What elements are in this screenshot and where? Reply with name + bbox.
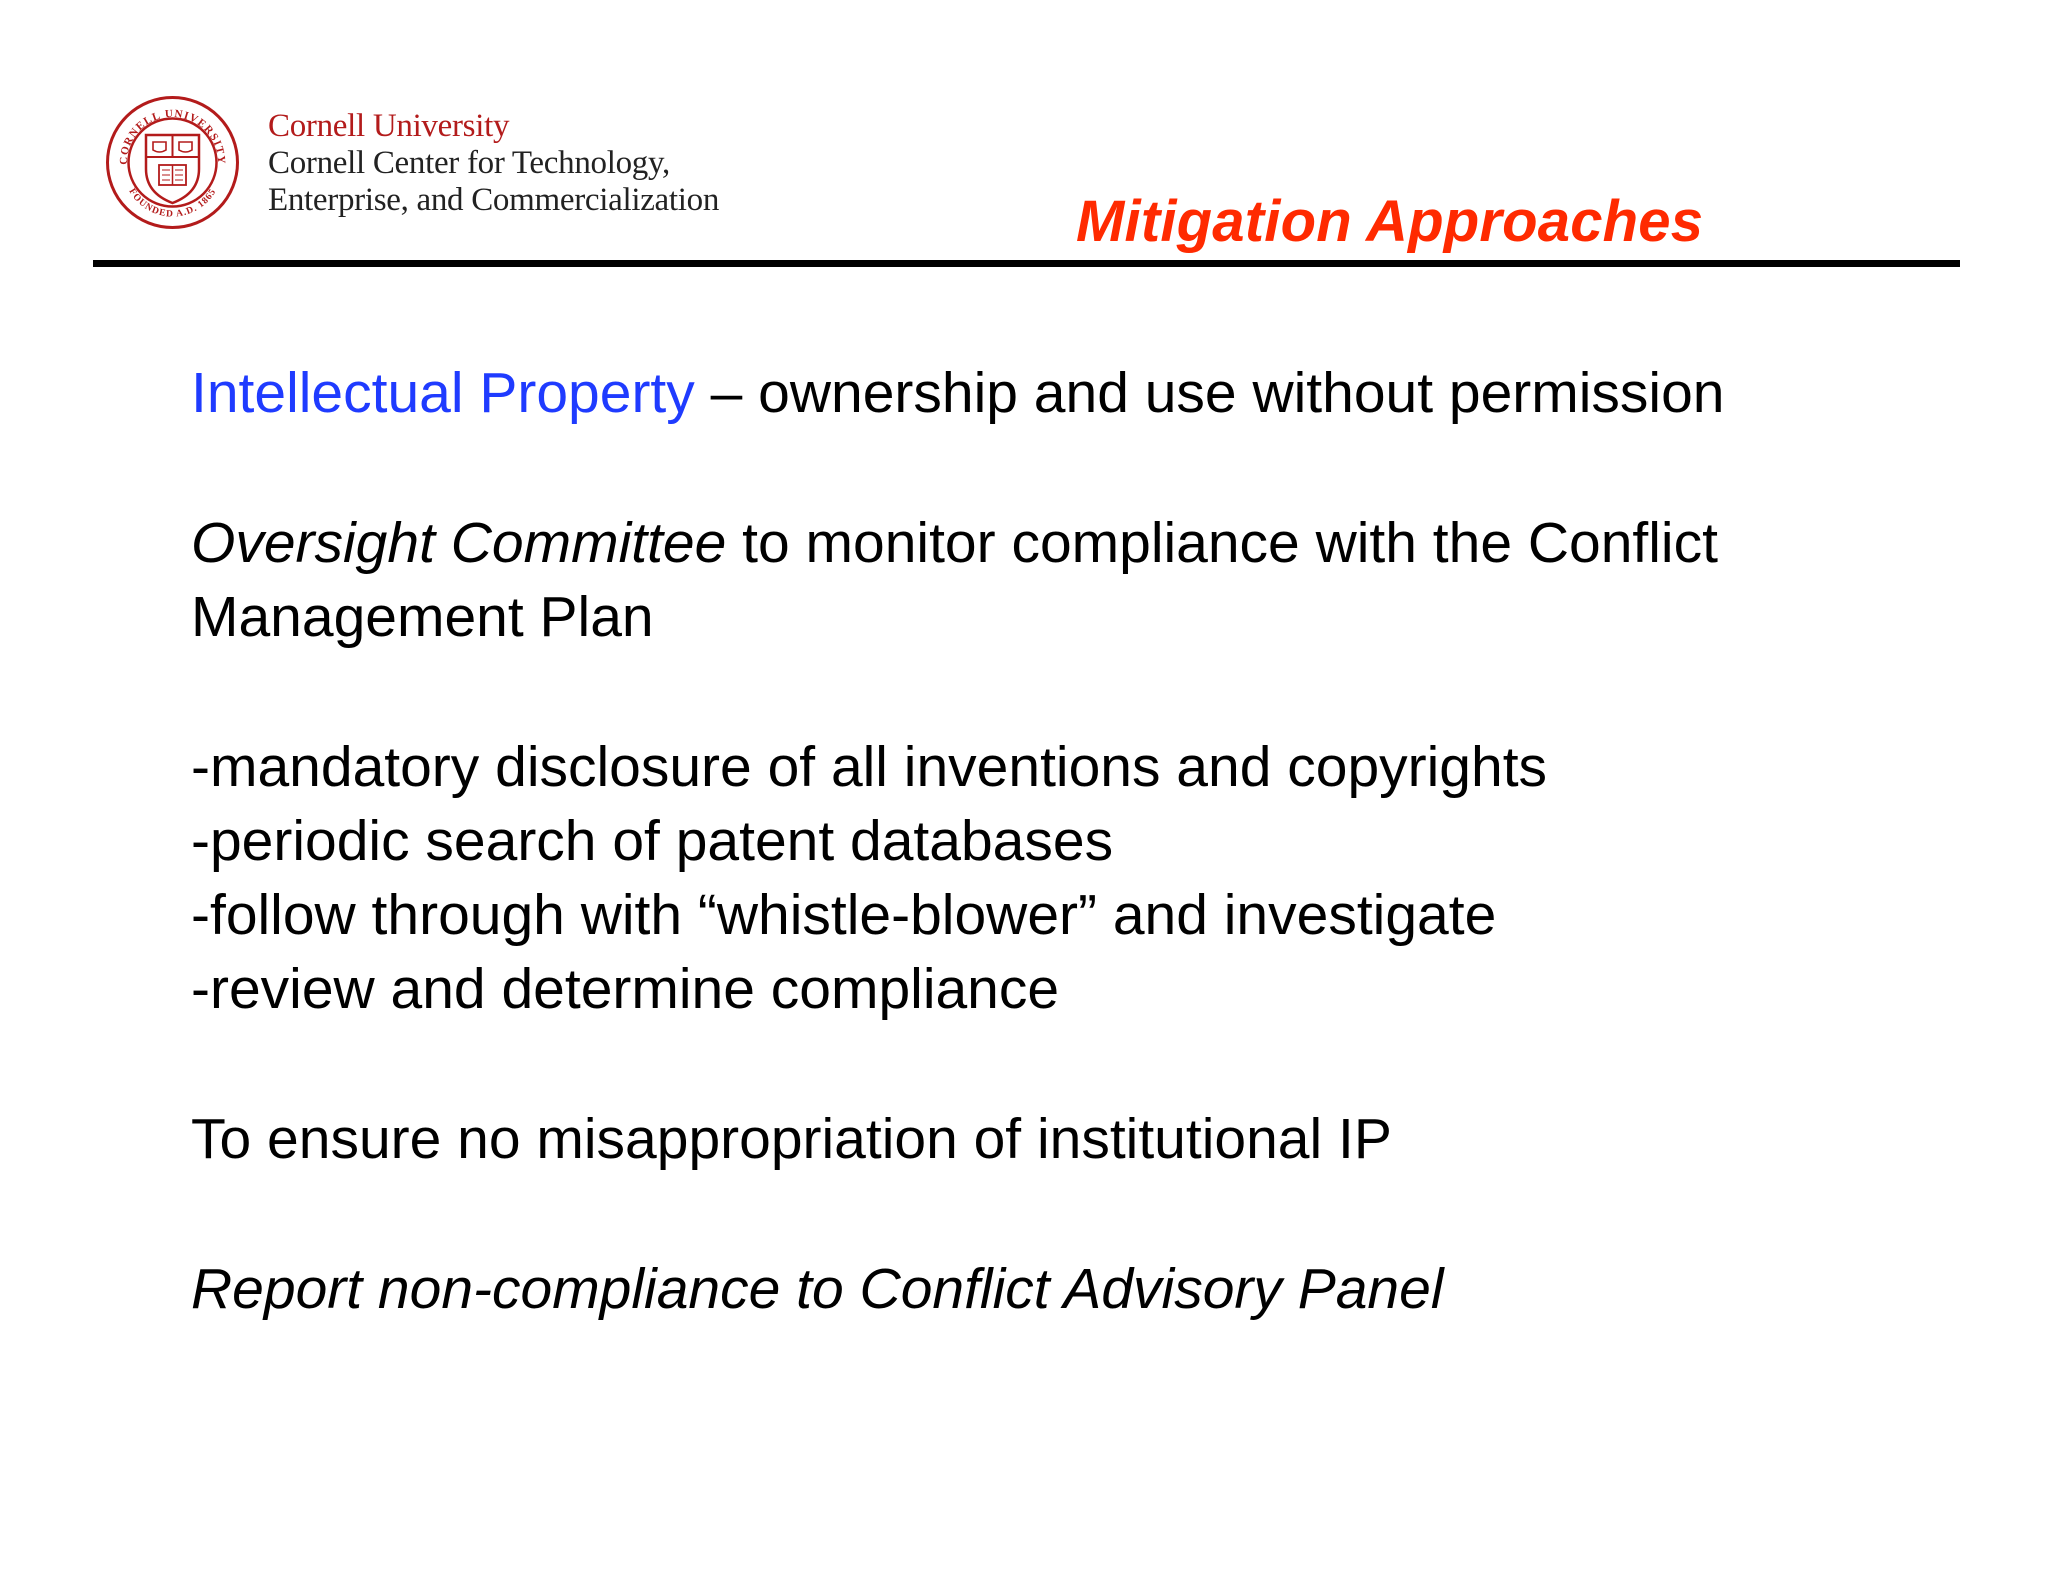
slide-title: Mitigation Approaches — [1076, 189, 1704, 254]
ip-line — [191, 356, 1911, 430]
report-line: Report non-compliance to Conflict Advisory Panel — [191, 1257, 1444, 1321]
spacer — [191, 430, 1911, 506]
oversight-committee: Oversight Committee — [191, 511, 727, 575]
title-divider — [93, 260, 1960, 267]
oversight-line-2: Management Plan — [191, 585, 654, 649]
org-line-1: Cornell Center for Technology, — [268, 145, 671, 181]
svg-text:FOUNDED A.D. 1865: FOUNDED A.D. 1865 — [126, 187, 219, 220]
ensure-line: To ensure no misappropriation of institutional IP — [191, 1107, 1392, 1171]
spacer — [191, 1026, 1911, 1102]
org-line-2: Enterprise, and Commercialization — [268, 182, 720, 218]
list-item: -review and determine compliance — [191, 957, 1060, 1021]
cornell-seal-icon — [105, 95, 240, 230]
svg-text:CORNELL UNIVERSITY: CORNELL UNIVERSITY — [117, 107, 228, 166]
list-item: -periodic search of patent databases — [191, 809, 1114, 873]
slide-content — [191, 356, 1911, 1326]
oversight-description: to monitor compliance with the Conflict — [726, 511, 1718, 575]
spacer — [191, 654, 1911, 730]
spacer — [191, 1176, 1911, 1252]
oversight-line-1 — [191, 506, 1911, 580]
ip-description: – ownership and use without permission — [694, 361, 1725, 425]
list-item: -mandatory disclosure of all inventions and copyrights — [191, 735, 1548, 799]
org-university: Cornell University — [268, 108, 510, 144]
list-item: -follow through with “whistle-blower” and investigate — [191, 883, 1497, 947]
ip-heading: Intellectual Property — [191, 361, 695, 425]
organization-name — [268, 108, 719, 219]
